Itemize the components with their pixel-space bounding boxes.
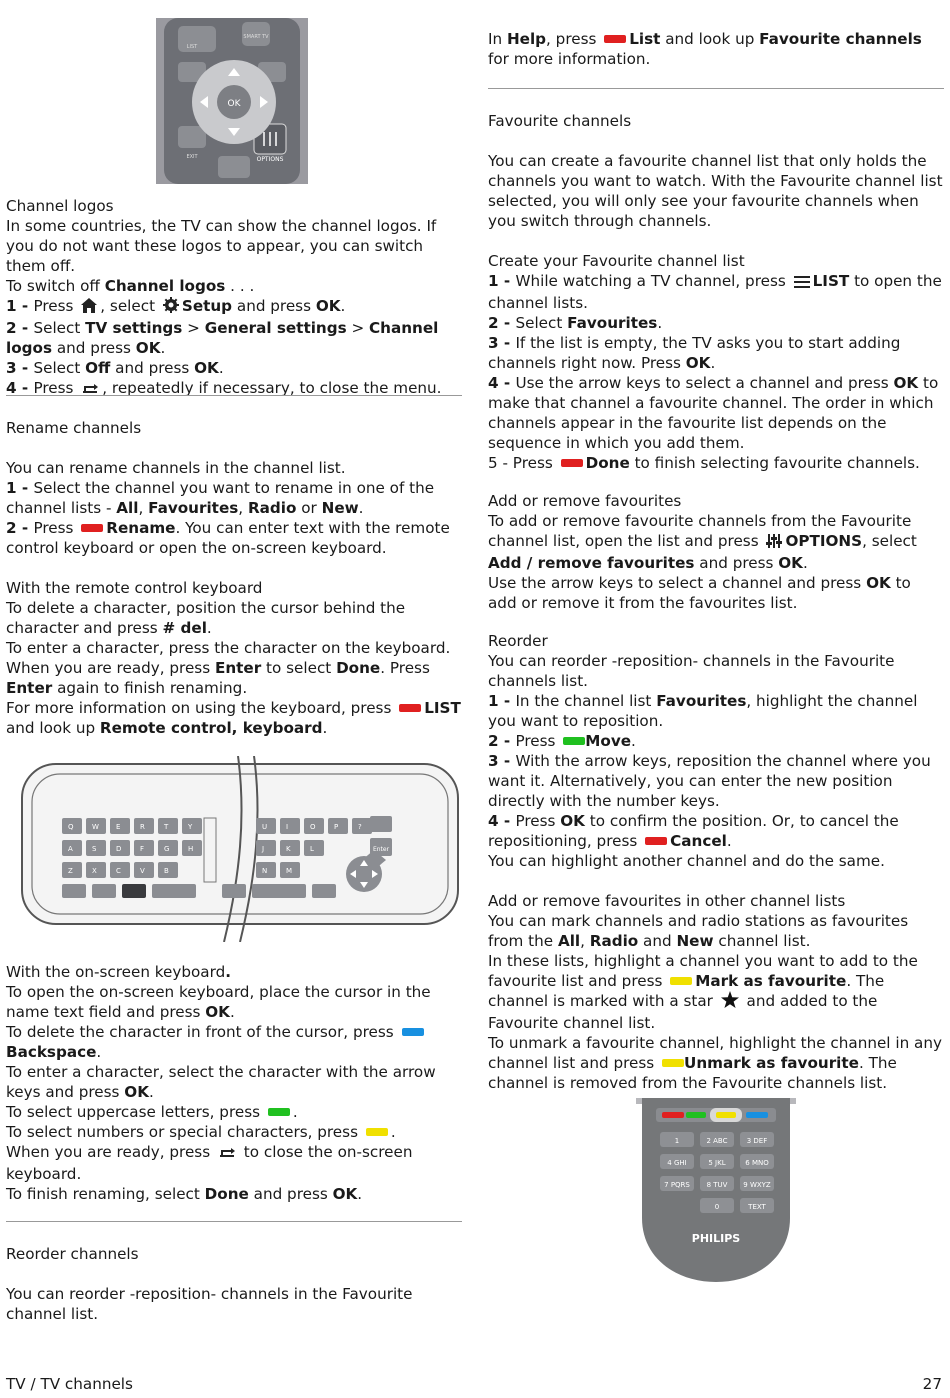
number-key-label: 9 WXYZ — [743, 1181, 771, 1189]
remote-options-label: OPTIONS — [256, 156, 284, 163]
keyboard-key-label: M — [286, 867, 293, 875]
favourite-channels-section — [488, 111, 944, 231]
onscreen-keyboard-section — [6, 962, 462, 1204]
step-2: 2 - Select Favourites. — [488, 314, 663, 332]
add-remove-favourites-section — [488, 491, 944, 613]
reorder-channels-section — [6, 1244, 462, 1324]
keyboard-key-label: H — [188, 845, 194, 853]
star-icon — [721, 991, 739, 1013]
red-key-icon — [399, 704, 421, 712]
step-1: 1 - While watching a TV channel, press LIST to open the channel lists. — [488, 272, 942, 312]
keyboard-key-label: X — [92, 867, 97, 875]
section-title: Channel logos — [6, 197, 114, 215]
reorder-section — [488, 631, 944, 871]
step-2: 2 - Select TV settings > General settings > Channel logos and press OK. — [6, 319, 439, 357]
keyboard-key-label: J — [262, 845, 265, 853]
red-key-icon — [645, 837, 667, 845]
paragraph: To switch off Channel logos . . . — [6, 277, 255, 295]
keyboard-key-label: C — [116, 867, 121, 875]
step-4: 4 - Press , repeatedly if necessary, to close the menu. — [6, 378, 462, 400]
channel-logos-section — [6, 196, 462, 400]
keyboard-key — [312, 884, 336, 898]
step-4: 4 - Use the arrow keys to select a channel and press OK to make that channel a favourite channel. The order in which channels appear in the favourite list depends on the sequence in which you add them. — [488, 374, 939, 452]
number-key-label: TEXT — [748, 1203, 766, 1211]
keyboard-key-label: T — [164, 823, 169, 831]
create-favourite-list-section — [488, 251, 944, 473]
paragraph: Use the arrow keys to select a channel and press OK to add or remove it from the favourites list. — [488, 574, 911, 612]
section-title: Create your Favourite channel list — [488, 252, 745, 270]
back-arrow-icon — [218, 1144, 236, 1164]
section-title: Add or remove favourites — [488, 492, 682, 510]
options-icon — [766, 533, 782, 553]
paragraph: You can rename channels in the channel list. — [6, 459, 346, 477]
paragraph: For more information on using the keyboard, press LIST and look up Remote control, keyboard. — [6, 699, 461, 737]
list-icon — [794, 273, 810, 293]
paragraph: In some countries, the TV can show the channel logos. If you do not want these logos to appear, you can switch them off. — [6, 217, 437, 275]
keyboard-key-label: V — [140, 867, 145, 875]
number-key-label: 7 PQRS — [664, 1181, 690, 1189]
paragraph: To unmark a favourite channel, highlight the channel in any channel list and press Unmark as favourite. The channel is removed from the Favourite channels list. — [488, 1034, 942, 1092]
keyboard-key-label: ? — [358, 823, 362, 831]
step-3: 3 - With the arrow keys, reposition the channel where you want it. Alternatively, you can enter the new position directly with the number keys. — [488, 752, 931, 810]
section-title: With the on-screen keyboard. — [6, 963, 231, 981]
keyboard-key-label: K — [286, 845, 291, 853]
keyboard-key — [92, 884, 116, 898]
number-key-label: 1 — [674, 1137, 680, 1145]
red-key-icon — [561, 459, 583, 467]
step-3: 3 - Select Off and press OK. — [6, 359, 224, 377]
blue-key-icon — [402, 1028, 424, 1036]
divider — [488, 88, 944, 89]
step-1: 1 - Press , select Setup and press OK. — [6, 296, 462, 318]
keyboard-key — [222, 884, 246, 898]
red-key-icon — [604, 35, 626, 43]
keyboard-key-label: R — [140, 823, 145, 831]
remote-control-keypad-image — [636, 1098, 796, 1282]
keyboard-key-label: F — [140, 845, 145, 853]
keyboard-key-label: W — [92, 823, 99, 831]
footer-section-label: TV / TV channels — [6, 1375, 133, 1393]
keyboard-key-label: D — [116, 845, 122, 853]
keyboard-key — [304, 840, 324, 856]
left-column — [6, 0, 462, 1360]
section-title: Reorder — [488, 632, 548, 650]
home-icon — [81, 298, 97, 318]
keyboard-key-label: O — [310, 823, 316, 831]
yellow-key-icon — [366, 1128, 388, 1136]
divider — [6, 1221, 462, 1222]
paragraph: You can reorder -reposition- channels in the Favourite channels list. — [488, 652, 895, 690]
keyboard-key-label: Q — [68, 823, 74, 831]
step-1: 1 - Select the channel you want to rename in one of the channel lists - All, Favourites, Radio or New. — [6, 479, 435, 517]
keyboard-key-label: Y — [188, 823, 193, 831]
number-key-label: 0 — [714, 1203, 720, 1211]
keyboard-key-label: U — [262, 823, 268, 831]
keyboard-key-label: A — [68, 845, 73, 853]
keyboard-key-label: Z — [68, 867, 73, 875]
number-key-label: 5 JKL — [708, 1159, 726, 1167]
keyboard-key — [352, 818, 372, 834]
green-key-icon — [563, 737, 585, 745]
red-key-icon — [81, 524, 103, 532]
paragraph: To select uppercase letters, press . — [6, 1103, 298, 1121]
divider — [6, 395, 462, 396]
step-1: 1 - In the channel list Favourites, highlight the channel you want to reposition. — [488, 692, 918, 730]
keyboard-key — [256, 840, 276, 856]
yellow-key-icon — [670, 977, 692, 985]
step-2: 2 - Press Move. — [488, 732, 636, 750]
paragraph: You can create a favourite channel list that only holds the channels you want to watch. With the Favourite channel list selected, you will only see your favourite channels when you switch through channels. — [488, 152, 943, 230]
paragraph: To delete a character, position the cursor behind the character and press # del. — [6, 599, 406, 637]
step-5: 5 - Press Done to finish selecting favourite channels. — [488, 454, 920, 472]
keyboard-key-label: N — [262, 867, 268, 875]
other-lists-section — [488, 891, 944, 1093]
paragraph: To delete the character in front of the cursor, press Backspace. — [6, 1022, 462, 1062]
paragraph: In these lists, highlight a channel you want to add to the favourite list and press Mark as favourite. The channel is marked with a star and added to the Favourite channel list. — [488, 952, 918, 1032]
section-title: Reorder channels — [6, 1245, 139, 1263]
keyboard-key-label: I — [286, 823, 289, 831]
section-title: Rename channels — [6, 419, 142, 437]
keyboard-key-label: E — [116, 823, 121, 831]
enter-key-label: Enter — [372, 846, 390, 853]
section-title: With the remote control keyboard — [6, 579, 263, 597]
keyboard-key — [62, 884, 86, 898]
paragraph: You can highlight another channel and do the same. — [488, 852, 885, 870]
paragraph: In Help, press List and look up Favourite channels for more information. — [488, 30, 922, 68]
yellow-key-icon — [662, 1059, 684, 1067]
remote-exit-label: EXIT — [186, 154, 198, 160]
rename-channels-section — [6, 418, 462, 558]
paragraph: To open the on-screen keyboard, place the cursor in the name text field and press OK. — [6, 983, 431, 1021]
keyboard-key-label: P — [334, 823, 339, 831]
paragraph: To enter a character, select the character with the arrow keys and press OK. — [6, 1063, 436, 1101]
number-key-label: 2 ABC — [706, 1137, 728, 1145]
step-3: 3 - If the list is empty, the TV asks you to start adding channels right now. Press OK. — [488, 334, 901, 372]
gear-icon — [163, 297, 179, 318]
paragraph: When you are ready, press to close the on-screen keyboard. — [6, 1143, 413, 1183]
philips-logo: PHILIPS — [691, 1232, 741, 1245]
help-note — [488, 29, 944, 69]
remote-keyboard-image — [18, 756, 462, 942]
keyboard-key — [122, 884, 146, 898]
number-key-label: 3 DEF — [746, 1137, 768, 1145]
paragraph: To finish renaming, select Done and press OK. — [6, 1185, 363, 1203]
paragraph: You can reorder -reposition- channels in the Favourite channel list. — [6, 1285, 413, 1323]
page-number: 27 — [922, 1375, 942, 1393]
remote-ok-label: OK — [227, 99, 241, 109]
keyboard-key — [280, 818, 300, 834]
number-key-label: 8 TUV — [706, 1181, 728, 1189]
remote-smart-label: SMART TV — [243, 34, 269, 40]
section-title: Add or remove favourites in other channel lists — [488, 892, 846, 910]
step-2: 2 - Press Rename. You can enter text with the remote control keyboard or open the on-screen keyboard. — [6, 519, 450, 557]
keyboard-key-label: S — [92, 845, 97, 853]
paragraph: To enter a character, press the character on the keyboard. — [6, 639, 451, 657]
paragraph: When you are ready, press Enter to select Done. Press Enter again to finish renaming. — [6, 659, 430, 697]
green-key-icon — [268, 1108, 290, 1116]
number-key-label: 4 GHI — [667, 1159, 687, 1167]
number-key-label: 6 MNO — [745, 1159, 769, 1167]
keyboard-key-label: G — [164, 845, 170, 853]
keyboard-key — [282, 884, 306, 898]
back-arrow-icon — [81, 380, 99, 400]
paragraph: To add or remove favourite channels from the Favourite channel list, open the list and press OPTIONS, select Add / remove favourites and press OK. — [488, 512, 917, 572]
remote-keyboard-section — [6, 578, 462, 738]
keyboard-key-label: L — [310, 845, 314, 853]
keyboard-key — [152, 884, 196, 898]
paragraph: To select numbers or special characters, press . — [6, 1123, 396, 1141]
paragraph: You can mark channels and radio stations as favourites from the All, Radio and New channel list. — [488, 912, 909, 950]
remote-list-label: LIST — [186, 44, 198, 50]
step-4: 4 - Press OK to confirm the position. Or, to cancel the repositioning, press Cancel. — [488, 812, 899, 850]
keyboard-key-label: B — [164, 867, 169, 875]
section-title: Favourite channels — [488, 112, 632, 130]
